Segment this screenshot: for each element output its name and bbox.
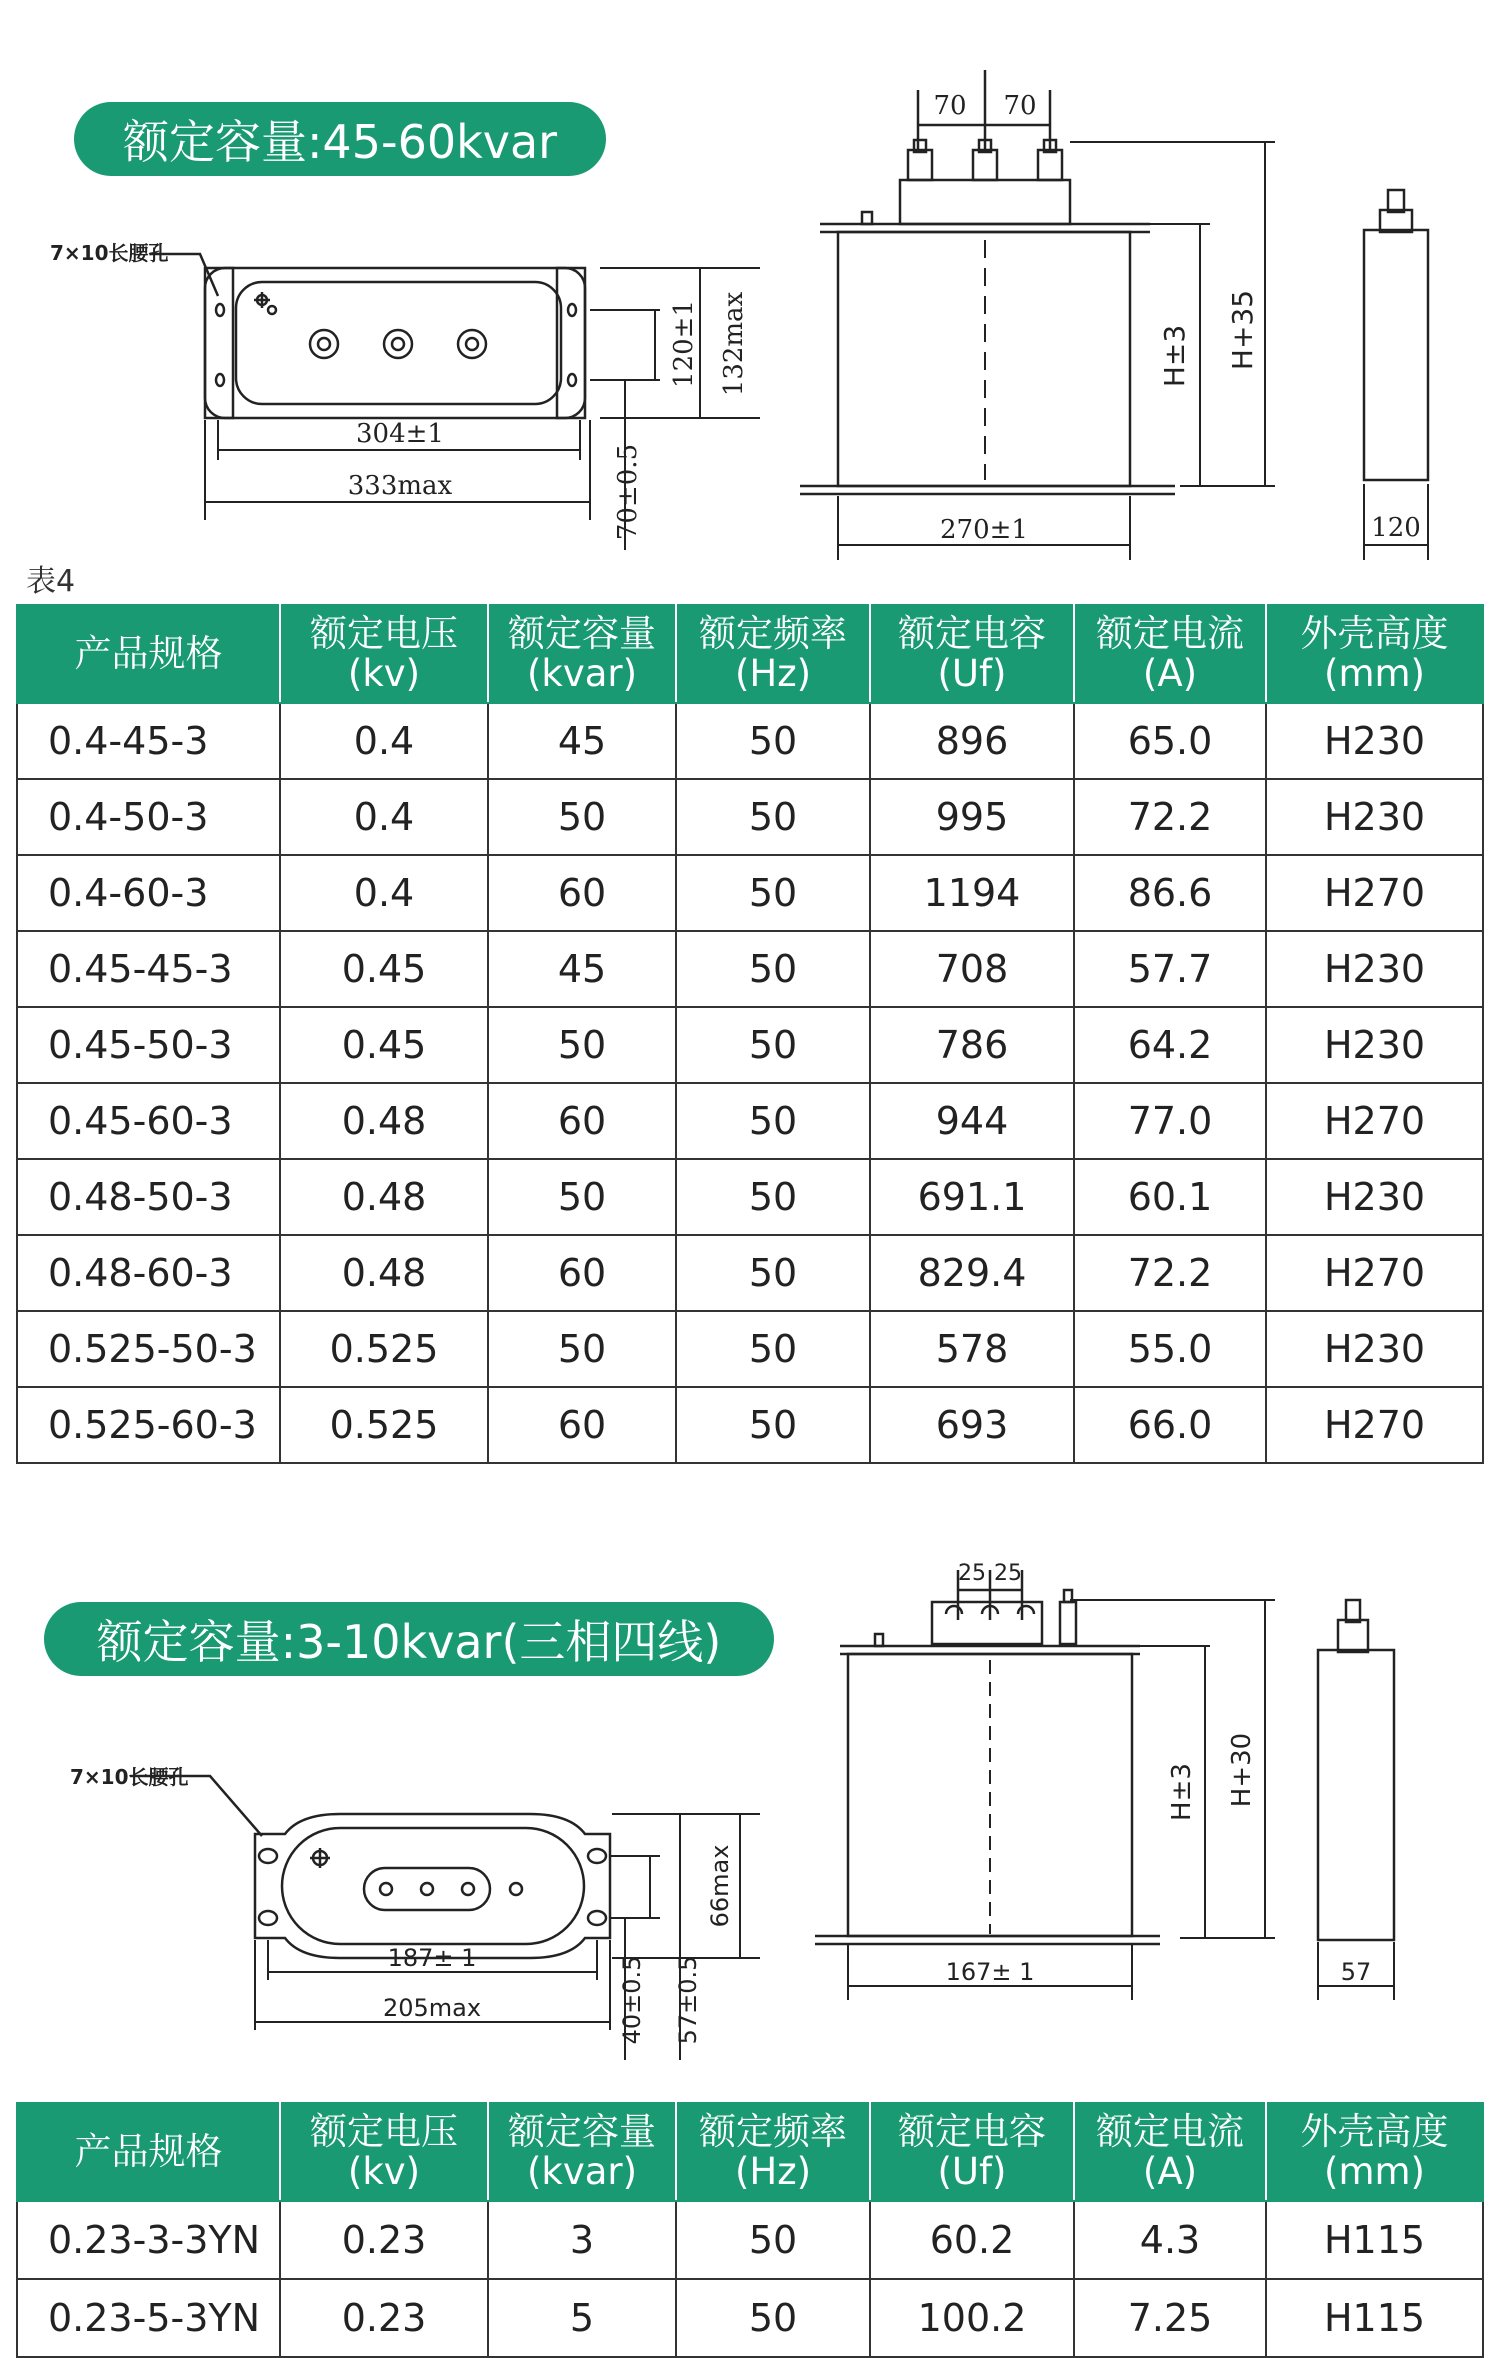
table-cell: 0.4-50-3 bbox=[17, 779, 280, 855]
column-header bbox=[1266, 2103, 1483, 2201]
column-header bbox=[488, 2103, 676, 2201]
table-cell: 55.0 bbox=[1074, 1311, 1266, 1387]
table-cell: 66.0 bbox=[1074, 1387, 1266, 1463]
table-header-row bbox=[17, 605, 1483, 703]
table-cell: 64.2 bbox=[1074, 1007, 1266, 1083]
column-header-label: 产品规格 bbox=[74, 632, 223, 675]
table-cell: 0.4 bbox=[280, 703, 488, 779]
column-header-label: 额定电压 bbox=[310, 612, 458, 655]
table-cell: H230 bbox=[1266, 1311, 1483, 1387]
column-header-unit: (kv) bbox=[347, 2150, 421, 2193]
table-row bbox=[17, 855, 1483, 931]
table-cell: 1194 bbox=[870, 855, 1074, 931]
table-cell: 60 bbox=[488, 1235, 676, 1311]
column-header-label: 外壳高度 bbox=[1300, 612, 1449, 655]
table-cell: 60.1 bbox=[1074, 1159, 1266, 1235]
section-title-text: 额定容量:3-10kvar(三相四线) bbox=[96, 1615, 722, 1669]
column-header-unit: (Hz) bbox=[734, 652, 812, 695]
table-cell: 50 bbox=[676, 1007, 870, 1083]
table-cell: H230 bbox=[1266, 931, 1483, 1007]
table-cell: 0.4 bbox=[280, 779, 488, 855]
table-cell: 995 bbox=[870, 779, 1074, 855]
column-header bbox=[676, 605, 870, 703]
table-cell: 50 bbox=[676, 703, 870, 779]
table-row bbox=[17, 1235, 1483, 1311]
slot-note: 7×10长腰孔 bbox=[50, 241, 169, 265]
table-cell: 0.48-60-3 bbox=[17, 1235, 280, 1311]
table-cell: 0.525 bbox=[280, 1387, 488, 1463]
table-cell: 0.48 bbox=[280, 1083, 488, 1159]
column-header-label: 额定电压 bbox=[310, 2110, 458, 2153]
column-header-unit: (kv) bbox=[347, 652, 421, 695]
column-header bbox=[17, 2103, 280, 2201]
slot-note: 7×10长腰孔 bbox=[70, 1765, 189, 1789]
table-cell: 786 bbox=[870, 1007, 1074, 1083]
column-header-label: 额定容量 bbox=[508, 2110, 656, 2153]
dim-body-width: 167± 1 bbox=[945, 1958, 1035, 1986]
dim-width-inner: 187± 1 bbox=[387, 1944, 477, 1972]
table-cell: 50 bbox=[676, 779, 870, 855]
table-row bbox=[17, 779, 1483, 855]
table-cell: 0.4-45-3 bbox=[17, 703, 280, 779]
column-header-unit: (mm) bbox=[1324, 2150, 1425, 2193]
table-cell: 50 bbox=[676, 2279, 870, 2357]
column-header bbox=[1266, 605, 1483, 703]
table-cell: 50 bbox=[676, 1235, 870, 1311]
column-header-label: 额定频率 bbox=[699, 612, 847, 655]
dim-mount-offset-b: 57±0.5 bbox=[674, 1955, 702, 2045]
table-cell: 0.48 bbox=[280, 1235, 488, 1311]
table-cell: H270 bbox=[1266, 1083, 1483, 1159]
table-row bbox=[17, 931, 1483, 1007]
column-header bbox=[280, 605, 488, 703]
table-cell: 45 bbox=[488, 931, 676, 1007]
table-cell: 0.45-60-3 bbox=[17, 1083, 280, 1159]
dim-height-outer: 132max bbox=[719, 291, 749, 397]
table-cell: 50 bbox=[676, 1159, 870, 1235]
table-cell: 50 bbox=[676, 2201, 870, 2279]
table-cell: 708 bbox=[870, 931, 1074, 1007]
column-header bbox=[488, 605, 676, 703]
terminal-spacing-left: 25 bbox=[958, 1561, 986, 1586]
table-label: 表4 bbox=[26, 564, 76, 599]
dim-width-inner: 304±1 bbox=[356, 419, 444, 449]
terminal-spacing-right: 70 bbox=[1003, 91, 1037, 121]
table-cell: 50 bbox=[676, 1387, 870, 1463]
column-header-unit: (A) bbox=[1142, 652, 1198, 695]
table-cell: 4.3 bbox=[1074, 2201, 1266, 2279]
column-header-label: 外壳高度 bbox=[1300, 2110, 1449, 2153]
table-cell: 693 bbox=[870, 1387, 1074, 1463]
column-header-label: 额定电流 bbox=[1096, 2110, 1244, 2153]
column-header-unit: (Uf) bbox=[937, 2150, 1007, 2193]
table-cell: 0.525 bbox=[280, 1311, 488, 1387]
table-cell: 0.48 bbox=[280, 1159, 488, 1235]
column-header bbox=[870, 2103, 1074, 2201]
table-cell: 0.48-50-3 bbox=[17, 1159, 280, 1235]
table-cell: 0.525-60-3 bbox=[17, 1387, 280, 1463]
table-cell: 0.45 bbox=[280, 931, 488, 1007]
table-cell: 60 bbox=[488, 1083, 676, 1159]
table-cell: 77.0 bbox=[1074, 1083, 1266, 1159]
table-cell: 829.4 bbox=[870, 1235, 1074, 1311]
table-cell: 60 bbox=[488, 1387, 676, 1463]
column-header bbox=[280, 2103, 488, 2201]
table-cell: H230 bbox=[1266, 1159, 1483, 1235]
terminal-spacing-left: 70 bbox=[933, 91, 967, 121]
column-header-label: 额定容量 bbox=[508, 612, 656, 655]
table-cell: H270 bbox=[1266, 1387, 1483, 1463]
table-cell: H230 bbox=[1266, 1007, 1483, 1083]
table-row bbox=[17, 1159, 1483, 1235]
table-cell: 60.2 bbox=[870, 2201, 1074, 2279]
table-cell: 57.7 bbox=[1074, 931, 1266, 1007]
table-cell: 7.25 bbox=[1074, 2279, 1266, 2357]
column-header bbox=[1074, 605, 1266, 703]
table-cell: 50 bbox=[676, 931, 870, 1007]
table-row bbox=[17, 2201, 1483, 2279]
table-cell: H115 bbox=[1266, 2279, 1483, 2357]
table-cell: 0.23-3-3YN bbox=[17, 2201, 280, 2279]
table-cell: 50 bbox=[488, 779, 676, 855]
column-header-unit: (Uf) bbox=[937, 652, 1007, 695]
table-row bbox=[17, 703, 1483, 779]
dim-height-total: H+30 bbox=[1227, 1732, 1257, 1808]
table-cell: 944 bbox=[870, 1083, 1074, 1159]
column-header-unit: (mm) bbox=[1324, 652, 1425, 695]
table-cell: 578 bbox=[870, 1311, 1074, 1387]
table-cell: 65.0 bbox=[1074, 703, 1266, 779]
column-header bbox=[17, 605, 280, 703]
table-row bbox=[17, 1007, 1483, 1083]
dim-height-outer: 66max bbox=[706, 1844, 734, 1928]
table-cell: 0.23-5-3YN bbox=[17, 2279, 280, 2357]
column-header-label: 额定频率 bbox=[699, 2110, 847, 2153]
table-row bbox=[17, 1083, 1483, 1159]
table-cell: 5 bbox=[488, 2279, 676, 2357]
front-view-drawing-45-60 bbox=[0, 40, 1480, 545]
table-cell: 50 bbox=[488, 1159, 676, 1235]
table-cell: 100.2 bbox=[870, 2279, 1074, 2357]
section-title-text: 额定容量:45-60kvar bbox=[122, 115, 558, 169]
spec-table-45-60kvar bbox=[16, 604, 1484, 1464]
column-header-unit: (kvar) bbox=[526, 652, 638, 695]
table-cell: 60 bbox=[488, 855, 676, 931]
table-cell: 0.23 bbox=[280, 2201, 488, 2279]
dim-height-body: H±3 bbox=[1167, 1763, 1197, 1821]
dim-height-total: H+35 bbox=[1226, 289, 1259, 371]
column-header bbox=[870, 605, 1074, 703]
column-header bbox=[1074, 2103, 1266, 2201]
dim-side-width: 120 bbox=[1371, 513, 1421, 543]
dim-width-outer: 205max bbox=[382, 1994, 482, 2022]
dim-body-width: 270±1 bbox=[940, 515, 1028, 545]
table-cell: 50 bbox=[676, 1311, 870, 1387]
table-header-row bbox=[17, 2103, 1483, 2201]
table-cell: 0.525-50-3 bbox=[17, 1311, 280, 1387]
column-header-label: 额定电容 bbox=[898, 2110, 1046, 2153]
table-cell: 50 bbox=[676, 1083, 870, 1159]
table-row bbox=[17, 2279, 1483, 2357]
dim-mount-offset: 70±0.5 bbox=[613, 443, 643, 541]
table-cell: 45 bbox=[488, 703, 676, 779]
table-row bbox=[17, 1387, 1483, 1463]
table-cell: H115 bbox=[1266, 2201, 1483, 2279]
column-header-unit: (A) bbox=[1142, 2150, 1198, 2193]
spec-table-3-10kvar bbox=[16, 2102, 1484, 2358]
dim-side-width: 57 bbox=[1340, 1958, 1372, 1986]
table-row bbox=[17, 1311, 1483, 1387]
table-cell: H230 bbox=[1266, 779, 1483, 855]
column-header-label: 产品规格 bbox=[74, 2130, 223, 2173]
dim-width-outer: 333max bbox=[347, 471, 453, 501]
table-cell: 896 bbox=[870, 703, 1074, 779]
table-cell: H270 bbox=[1266, 855, 1483, 931]
table-cell: H230 bbox=[1266, 703, 1483, 779]
column-header-unit: (Hz) bbox=[734, 2150, 812, 2193]
table-cell: 0.45 bbox=[280, 1007, 488, 1083]
table-cell: 50 bbox=[676, 855, 870, 931]
table-cell: 3 bbox=[488, 2201, 676, 2279]
table-cell: 72.2 bbox=[1074, 1235, 1266, 1311]
table-cell: 50 bbox=[488, 1311, 676, 1387]
column-header-label: 额定电容 bbox=[898, 612, 1046, 655]
table-cell: 50 bbox=[488, 1007, 676, 1083]
dim-height-inner: 120±1 bbox=[669, 300, 699, 388]
column-header-unit: (kvar) bbox=[526, 2150, 638, 2193]
column-header bbox=[676, 2103, 870, 2201]
table-cell: 0.4 bbox=[280, 855, 488, 931]
table-cell: 0.4-60-3 bbox=[17, 855, 280, 931]
dim-height-body: H±3 bbox=[1158, 324, 1191, 388]
column-header-label: 额定电流 bbox=[1096, 612, 1244, 655]
table-cell: 72.2 bbox=[1074, 779, 1266, 855]
terminal-spacing-right: 25 bbox=[994, 1561, 1022, 1586]
dim-mount-offset-a: 40±0.5 bbox=[618, 1955, 646, 2045]
table-cell: 86.6 bbox=[1074, 855, 1266, 931]
table-cell: 0.45-45-3 bbox=[17, 931, 280, 1007]
front-view-drawing-3-10 bbox=[0, 1530, 1480, 2050]
table-cell: 0.45-50-3 bbox=[17, 1007, 280, 1083]
table-cell: H270 bbox=[1266, 1235, 1483, 1311]
table-cell: 0.23 bbox=[280, 2279, 488, 2357]
table-cell: 691.1 bbox=[870, 1159, 1074, 1235]
